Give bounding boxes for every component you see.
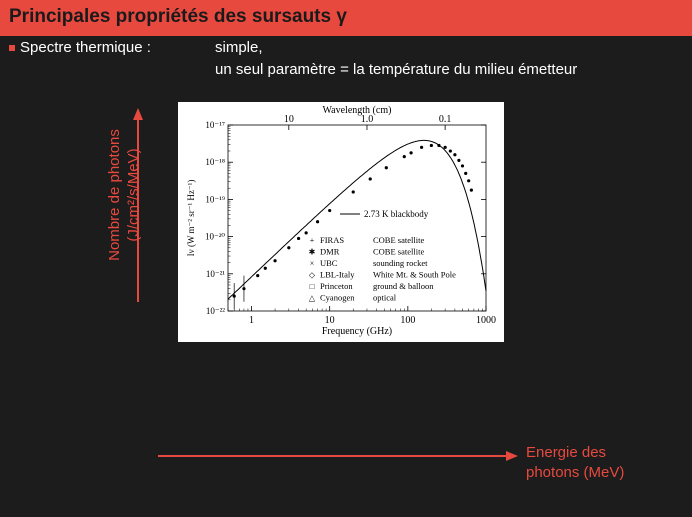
- y-annotation-line2: (J/cm²/s/MeV): [125, 148, 142, 242]
- legend-desc: COBE satellite: [373, 235, 425, 245]
- bullet-value-line1: simple,: [215, 39, 263, 56]
- legend-marker: ◇: [308, 270, 316, 280]
- curve-label: 2.73 K blackbody: [364, 209, 429, 219]
- legend-name: FIRAS: [320, 235, 345, 245]
- top-tick-label: 0.1: [438, 114, 452, 125]
- x-annotation-line2: photons (MeV): [526, 464, 625, 481]
- bullet-value-line2: un seul paramètre = la température du milieu émetteur: [215, 61, 578, 78]
- x-tick-label: 100: [400, 315, 416, 326]
- y-tick-label: 10⁻¹⁹: [205, 194, 225, 205]
- x-axis-title: Frequency (GHz): [321, 326, 393, 337]
- y-tick-label: 10⁻¹⁸: [205, 157, 225, 168]
- y-axis-title: Iν (W m⁻² sr⁻¹ Hz⁻¹): [186, 179, 196, 257]
- y-tick-label: 10⁻¹⁷: [205, 120, 225, 130]
- horizontal-arrow-head-icon: [506, 451, 518, 461]
- legend-name: LBL-Italy: [320, 269, 355, 280]
- x-tick-label: 1000: [476, 315, 496, 326]
- legend-marker: ✱: [308, 247, 316, 257]
- legend-marker: ×: [309, 259, 315, 268]
- legend-marker: □: [309, 282, 315, 291]
- legend-desc: ground & balloon: [373, 281, 434, 291]
- legend-desc: optical: [373, 292, 397, 303]
- legend-desc: White Mt. & South Pole: [373, 269, 456, 280]
- legend-name: Cyanogen: [320, 292, 355, 303]
- legend-marker: △: [308, 293, 316, 303]
- legend-name: UBC: [320, 258, 338, 268]
- x-annotation-line1: Energie des: [526, 444, 607, 461]
- x-tick-label: 10: [324, 315, 335, 326]
- legend-name: Princeton: [320, 281, 353, 291]
- y-tick-label: 10⁻²²: [205, 306, 225, 316]
- legend-desc: sounding rocket: [373, 258, 428, 268]
- x-tick-label: 1: [249, 315, 255, 326]
- top-axis-title: Wavelength (cm): [322, 105, 392, 116]
- top-tick-label: 1.0: [360, 114, 374, 125]
- bullet-label: Spectre thermique :: [20, 39, 151, 56]
- vertical-arrow-head-icon: [133, 108, 143, 120]
- legend-desc: COBE satellite: [373, 246, 425, 257]
- legend-marker: +: [309, 236, 315, 245]
- y-tick-label: 10⁻²⁰: [204, 231, 225, 242]
- y-annotation-line1: Nombre de photons: [106, 129, 123, 261]
- y-tick-label: 10⁻²¹: [205, 268, 225, 279]
- slide-title: Principales propriétés des sursauts γ: [9, 6, 347, 27]
- legend-name: DMR: [320, 246, 340, 257]
- top-tick-label: 10: [283, 114, 294, 125]
